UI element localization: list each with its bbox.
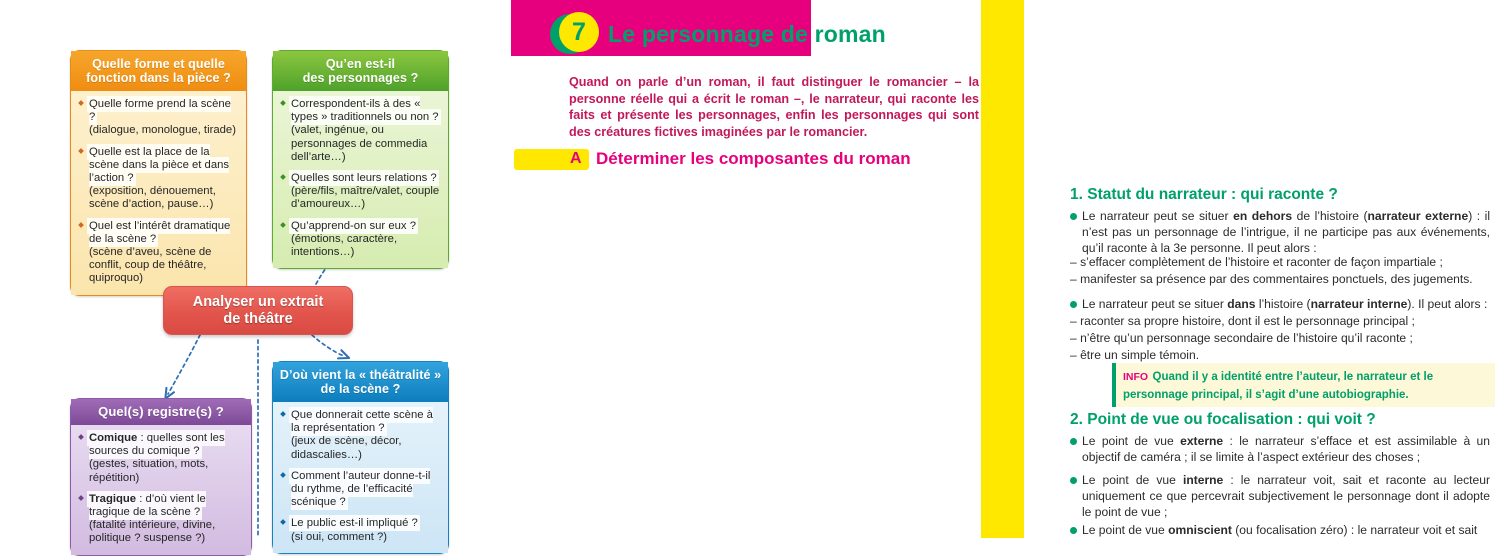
item-detail: (si oui, comment ?) <box>291 530 388 543</box>
list-item <box>279 218 442 262</box>
right-page-content <box>500 0 1491 538</box>
chapter-number: 7 <box>572 17 586 46</box>
mindmap-box-theatralite-header <box>273 362 448 402</box>
item-question: : quelles sont les sources du comique ? <box>89 432 225 458</box>
list-item <box>279 407 442 464</box>
text-run: Le point de vue <box>1082 473 1183 487</box>
text-bold: interne <box>1182 473 1224 487</box>
list-item <box>77 144 240 214</box>
item-question: Comment l’auteur donne-t-il du rythme, de l’efficacité scénique ? <box>291 469 431 509</box>
mindmap-box-theatralite[interactable] <box>272 361 449 554</box>
text-bold: externe <box>1180 434 1224 448</box>
item-question: Qu’apprend-on sur eux ? <box>291 219 416 232</box>
item-detail: (gestes, situation, mots, répétition) <box>89 458 209 484</box>
header-line-1: Quelle forme et quelle <box>92 57 225 71</box>
sub2-bullet-3 <box>1070 522 1490 538</box>
sub2-bullet-1 <box>1070 433 1490 465</box>
section-letter: A <box>570 150 582 167</box>
item-question: Le public est-il impliqué ? <box>291 517 418 530</box>
sub1-dash-3: – raconter sa propre histoire, dont il est le personnage principal ; <box>1070 314 1415 328</box>
left-page-mindmap <box>0 0 500 545</box>
sub1-dash-1: – s’effacer complètement de l’histoire et raconter de façon impartiale ; <box>1070 255 1443 269</box>
section-heading-a <box>514 148 984 172</box>
text-bold: dans <box>1227 297 1256 311</box>
mindmap-box-registres-header: Quel(s) registre(s) ? <box>71 399 251 425</box>
header-line-2: de la scène ? <box>320 382 401 396</box>
mindmap-box-personnages[interactable] <box>272 50 449 269</box>
item-question: Que donnerait cette scène à la représentation ? <box>291 409 433 435</box>
sub1-dash-4: – n’être qu’un personnage secondaire de l’histoire qu’il raconte ; <box>1070 331 1413 345</box>
item-keyword: Comique <box>89 432 138 444</box>
list-item <box>279 170 442 214</box>
mindmap-box-forme[interactable] <box>70 50 247 296</box>
text-run: Le narrateur peut se situer <box>1082 297 1228 311</box>
item-question: Quelle est la place de la scène dans la pièce et dans l’action ? <box>89 145 230 185</box>
page-edge-yellow-bar <box>981 0 1024 538</box>
sub1-bullet-1 <box>1070 208 1490 257</box>
text-run: (ou focalisation zéro) : le narrateur voit et sait <box>1231 523 1478 537</box>
intro-paragraph: Quand on parle d’un roman, il faut distinguer le romancier – la personne réelle qui a écrit le roman –, le narrateur, qui raconte les faits et présente les personnages, enfin les personnages qui sont des créatures fictives imaginées par le romancier. <box>569 75 979 139</box>
list-item <box>279 515 442 545</box>
header-line-2: fonction dans la pièce ? <box>86 71 231 85</box>
mindmap-box-personnages-header <box>273 51 448 91</box>
info-callout <box>1112 363 1495 407</box>
list-item <box>77 96 240 140</box>
mindmap-box-registres[interactable] <box>70 398 252 556</box>
item-detail: (père/fils, maître/valet, couple d’amoureux…) <box>291 185 440 211</box>
text-run: ) : il n’est pas un personnage de l’intrigue, il ne participe pas aux événements, qu’il raconte à la 3e personne. Il peut alors : <box>1082 209 1491 256</box>
item-detail: (jeux de scène, décor, didascalies…) <box>291 435 402 461</box>
item-question: Quelles sont leurs relations ? <box>291 172 437 185</box>
central-line-2: de théâtre <box>223 310 293 327</box>
item-detail: (dialogue, monologue, tirade) <box>89 124 236 137</box>
item-keyword: Tragique <box>89 492 137 505</box>
mindmap-box-registres-body <box>71 425 251 555</box>
item-detail: (scène d’aveu, scène de conflit, coup de théâtre, quiproquo) <box>89 246 212 285</box>
list-item <box>77 430 245 487</box>
item-detail: (exposition, dénouement, scène d’action, pause…) <box>89 185 216 211</box>
list-item <box>77 218 240 288</box>
mindmap-box-forme-header <box>71 51 246 91</box>
item-question: : d’où vient le tragique de la scène ? <box>89 492 206 519</box>
subsection-2-title: 2. Point de vue ou focalisation : qui voit ? <box>1070 411 1376 428</box>
item-detail: (fatalité intérieure, divine, politique ? suspense ?) <box>89 519 216 545</box>
text-run: ). Il peut alors : <box>1407 297 1488 311</box>
text-run: : le narrateur voit, sait et raconte au lecteur uniquement ce que percevrait subjectivement le personnage dont il adopte le point de vue ; <box>1082 473 1490 520</box>
text-run: l’histoire ( <box>1255 297 1311 311</box>
mindmap-box-forme-body <box>71 91 246 295</box>
text-bold: omniscient <box>1168 523 1232 537</box>
chapter-number-badge <box>550 12 594 56</box>
info-tag: INFO <box>1123 371 1149 383</box>
item-detail: (valet, ingénue, ou personnages de commedia dell’arte…) <box>291 124 428 163</box>
central-line-1: Analyser un extrait <box>192 293 324 310</box>
subsection-1-title: 1. Statut du narrateur : qui raconte ? <box>1070 186 1338 203</box>
sub1-bullet-2 <box>1070 296 1490 312</box>
sub1-dash-5: – être un simple témoin. <box>1070 348 1200 362</box>
mindmap-central-label <box>193 294 324 328</box>
page-title: Le personnage de roman <box>608 21 886 47</box>
text-run: Le point de vue <box>1082 434 1181 448</box>
section-title: Déterminer les composantes du roman <box>596 149 911 168</box>
list-item <box>279 96 442 166</box>
header-line-1: D’où vient la « théâtralité » <box>279 368 442 382</box>
text-bold: en dehors <box>1233 209 1293 223</box>
text-run: Le narrateur peut se situer <box>1082 209 1234 223</box>
list-item <box>77 491 245 548</box>
header-line-2: des personnages ? <box>302 71 419 85</box>
text-bold: narrateur externe <box>1367 209 1469 223</box>
sub1-dash-2: – manifester sa présence par des commentaires ponctuels, des jugements. <box>1070 272 1473 286</box>
item-question: Quelle forme prend la scène ? <box>89 98 231 124</box>
item-question: Correspondent-ils à des « types » traditionnels ou non ? <box>291 98 439 124</box>
text-run: de l’histoire ( <box>1292 209 1368 223</box>
text-run: Le point de vue <box>1082 523 1169 537</box>
mindmap-box-personnages-body <box>273 91 448 268</box>
list-item <box>279 468 442 512</box>
item-question: Quel est l’intérêt dramatique de la scène ? <box>89 219 231 245</box>
mindmap-box-theatralite-body <box>273 402 448 553</box>
item-detail: (émotions, caractère, intentions…) <box>291 232 398 259</box>
sub2-bullet-2 <box>1070 472 1490 521</box>
mindmap-central-node[interactable] <box>163 286 353 335</box>
info-text: Quand il y a identité entre l’auteur, le narrateur et le personnage principal, il s’agit d’une autobiographie. <box>1123 371 1434 401</box>
text-bold: narrateur interne <box>1310 297 1408 311</box>
text-run: : le narrateur s’efface et est assimilable à un objectif de caméra ; il se limite à l’aspect extérieur des choses ; <box>1082 434 1490 465</box>
badge-yellow-circle <box>559 12 599 52</box>
header-line-1: Qu’en est-il <box>325 57 396 71</box>
